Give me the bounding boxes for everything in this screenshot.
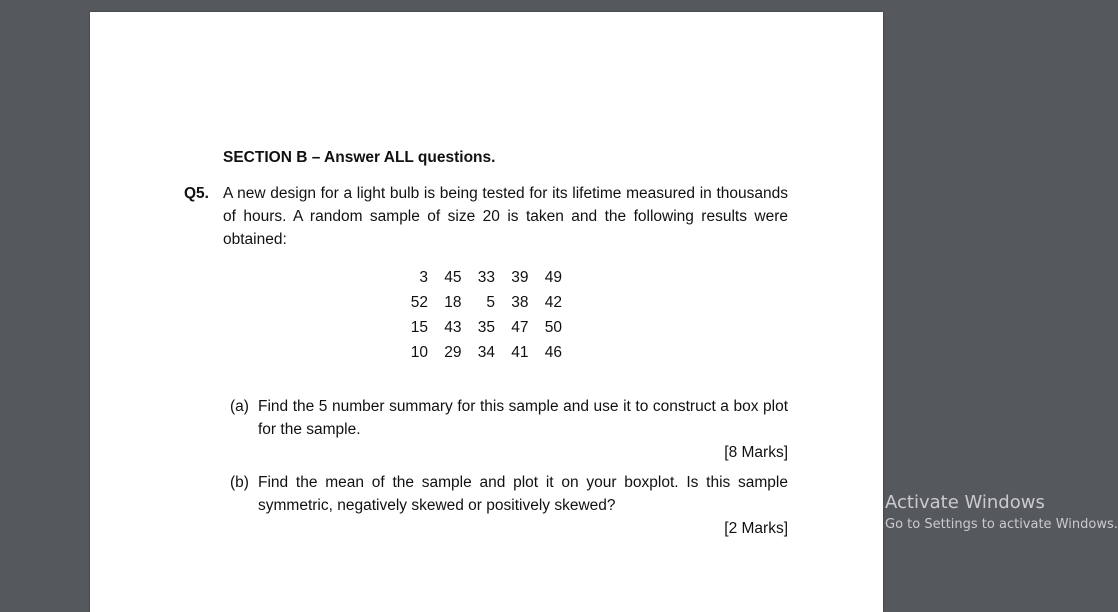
table-cell: 29 bbox=[444, 343, 462, 361]
activation-watermark-title: Activate Windows bbox=[885, 492, 1045, 513]
part-a-marks: [8 Marks] bbox=[724, 444, 788, 461]
table-cell: 45 bbox=[444, 268, 462, 286]
table-cell: 46 bbox=[544, 343, 562, 361]
table-row bbox=[401, 315, 562, 340]
part-b bbox=[230, 471, 788, 517]
table-row bbox=[401, 290, 562, 315]
table-cell: 42 bbox=[544, 293, 562, 311]
part-b-marks: [2 Marks] bbox=[724, 520, 788, 537]
table-cell: 50 bbox=[544, 318, 562, 336]
table-cell: 39 bbox=[511, 268, 529, 286]
table-cell: 3 bbox=[419, 268, 428, 286]
part-b-label: (b) bbox=[230, 474, 249, 491]
table-cell: 38 bbox=[511, 293, 529, 311]
table-cell: 10 bbox=[410, 343, 428, 361]
table-cell: 52 bbox=[410, 293, 428, 311]
table-cell: 33 bbox=[477, 268, 495, 286]
table-cell: 43 bbox=[444, 318, 462, 336]
document-page bbox=[90, 12, 883, 612]
table-cell: 34 bbox=[477, 343, 495, 361]
question-number: Q5. bbox=[184, 185, 209, 202]
table-cell: 5 bbox=[486, 293, 495, 311]
table-row bbox=[401, 340, 562, 365]
sample-data-table bbox=[401, 265, 562, 365]
table-cell: 15 bbox=[410, 318, 428, 336]
part-a bbox=[230, 395, 788, 441]
activation-watermark-subtitle: Go to Settings to activate Windows. bbox=[885, 517, 1118, 532]
table-row bbox=[401, 265, 562, 290]
table-cell: 47 bbox=[511, 318, 529, 336]
table-cell: 18 bbox=[444, 293, 462, 311]
table-cell: 41 bbox=[511, 343, 529, 361]
section-heading: SECTION B – Answer ALL questions. bbox=[223, 149, 496, 166]
part-a-label: (a) bbox=[230, 398, 249, 415]
part-a-text: Find the 5 number summary for this sample and use it to construct a box plot for the sample. bbox=[258, 398, 788, 438]
question-text: A new design for a light bulb is being tested for its lifetime measured in thousands of hours. A random sample of size 20 is taken and the following results were obtained: bbox=[223, 185, 788, 248]
table-cell: 35 bbox=[477, 318, 495, 336]
part-b-text: Find the mean of the sample and plot it on your boxplot. Is this sample symmetric, negatively skewed or positively skewed? bbox=[258, 474, 788, 514]
table-cell: 49 bbox=[544, 268, 562, 286]
